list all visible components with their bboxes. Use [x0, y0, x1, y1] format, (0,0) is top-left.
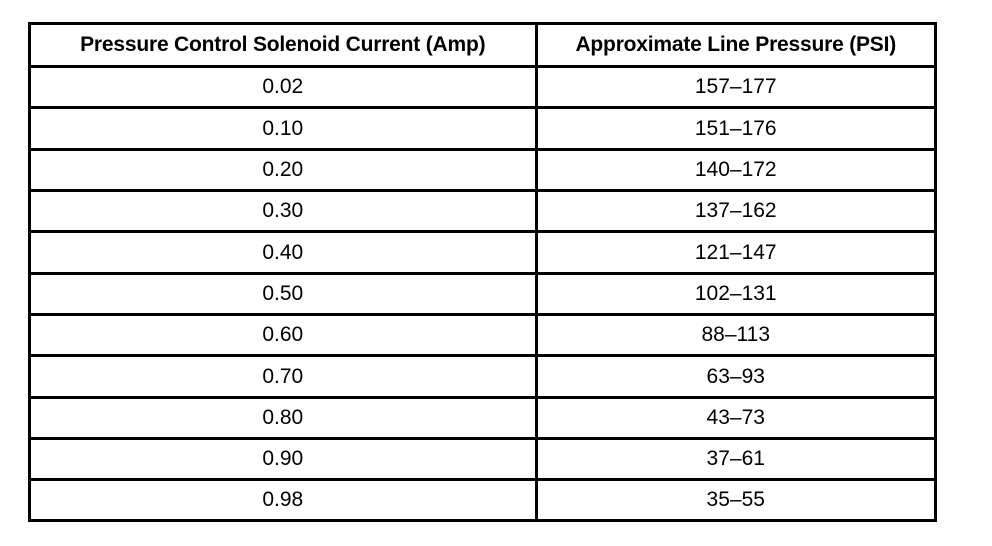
table-row [31, 439, 934, 480]
current-cell: 0.60 [31, 315, 536, 356]
pressure-cell: 43–73 [536, 397, 934, 438]
pressure-table [31, 25, 934, 519]
pressure-cell: 37–61 [536, 439, 934, 480]
table-row [31, 356, 934, 397]
header-solenoid-current: Pressure Control Solenoid Current (Amp) [31, 25, 536, 67]
table-row [31, 397, 934, 438]
table-header-row [31, 25, 934, 67]
pressure-cell: 121–147 [536, 232, 934, 273]
current-cell: 0.50 [31, 273, 536, 314]
pressure-cell: 63–93 [536, 356, 934, 397]
current-cell: 0.20 [31, 149, 536, 190]
table-row [31, 273, 934, 314]
current-cell: 0.80 [31, 397, 536, 438]
pressure-cell: 140–172 [536, 149, 934, 190]
table-row [31, 315, 934, 356]
pressure-cell: 102–131 [536, 273, 934, 314]
table-row [31, 108, 934, 149]
current-cell: 0.02 [31, 67, 536, 108]
current-cell: 0.10 [31, 108, 536, 149]
header-line-pressure: Approximate Line Pressure (PSI) [536, 25, 934, 67]
pressure-cell: 35–55 [536, 480, 934, 519]
table-row [31, 191, 934, 232]
table-row [31, 149, 934, 190]
pressure-cell: 137–162 [536, 191, 934, 232]
current-cell: 0.30 [31, 191, 536, 232]
table-row [31, 232, 934, 273]
pressure-cell: 151–176 [536, 108, 934, 149]
current-cell: 0.70 [31, 356, 536, 397]
table-row [31, 480, 934, 519]
pressure-table-container [28, 22, 937, 522]
pressure-cell: 157–177 [536, 67, 934, 108]
current-cell: 0.90 [31, 439, 536, 480]
current-cell: 0.98 [31, 480, 536, 519]
pressure-cell: 88–113 [536, 315, 934, 356]
table-row [31, 67, 934, 108]
current-cell: 0.40 [31, 232, 536, 273]
